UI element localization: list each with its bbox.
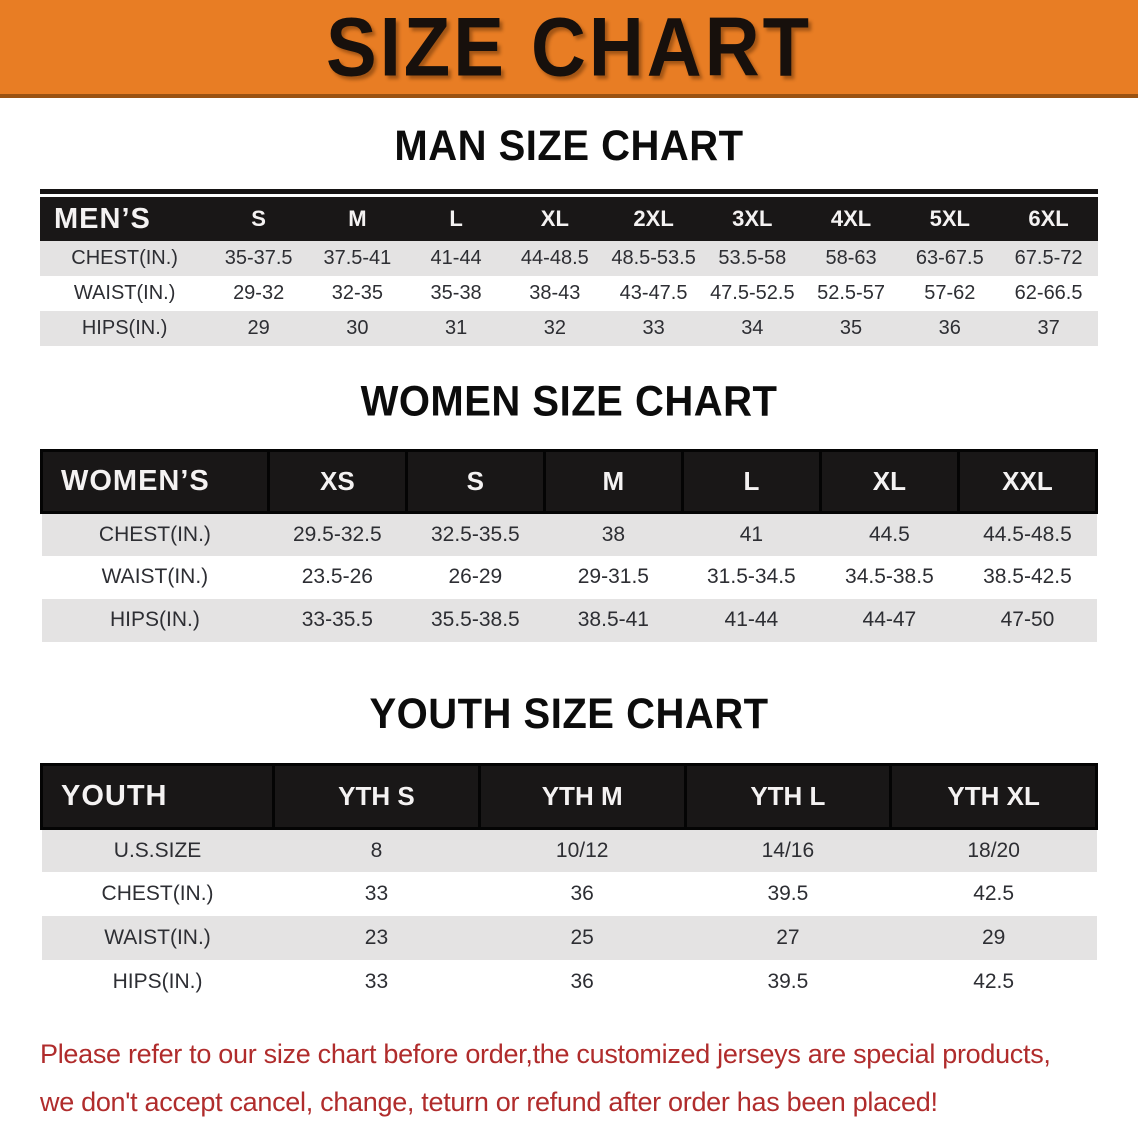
men-col-header: 2XL [604,197,703,241]
cell: 32 [505,311,604,346]
men-size-table [40,197,1098,346]
footer-note-line-1: Please refer to our size chart before order,the customized jerseys are special products, [40,1039,1051,1069]
cell: 29 [209,311,308,346]
cell: 48.5-53.5 [604,241,703,276]
cell: 44-47 [820,599,958,642]
cell: 29-31.5 [544,556,682,599]
women-col-header: XXL [958,451,1096,513]
row-label: HIPS(IN.) [42,599,269,642]
women-chest-row [42,513,1097,556]
women-waist-row [42,556,1097,599]
youth-col-header: YTH M [479,764,685,828]
cell: 44-48.5 [505,241,604,276]
men-chest-row [40,241,1098,276]
cell: 33 [274,872,480,916]
men-col-header: XL [505,197,604,241]
cell: 34 [703,311,802,346]
cell: 34.5-38.5 [820,556,958,599]
cell: 39.5 [685,960,891,1004]
footer-note [40,1030,1098,1126]
cell: 14/16 [685,828,891,872]
men-col-header: L [407,197,506,241]
cell: 58-63 [802,241,901,276]
page-title: SIZE CHART [326,0,812,94]
women-col-header: XS [268,451,406,513]
cell: 63-67.5 [900,241,999,276]
cell: 36 [900,311,999,346]
cell: 8 [274,828,480,872]
cell: 36 [479,960,685,1004]
cell: 33-35.5 [268,599,406,642]
cell: 42.5 [891,960,1097,1004]
youth-ussize-row [42,828,1097,872]
cell: 29.5-32.5 [268,513,406,556]
cell: 52.5-57 [802,276,901,311]
youth-waist-row [42,916,1097,960]
men-col-header: 5XL [900,197,999,241]
cell: 38.5-41 [544,599,682,642]
women-header-row [42,451,1097,513]
cell: 37 [999,311,1098,346]
women-col-header: M [544,451,682,513]
women-section-heading: WOMEN SIZE CHART [360,378,778,426]
cell: 10/12 [479,828,685,872]
women-col-header: XL [820,451,958,513]
row-label: HIPS(IN.) [40,311,209,346]
cell: 39.5 [685,872,891,916]
cell: 41-44 [682,599,820,642]
cell: 38.5-42.5 [958,556,1096,599]
women-table-title: WOMEN’S [42,451,269,513]
cell: 25 [479,916,685,960]
cell: 57-62 [900,276,999,311]
cell: 32.5-35.5 [406,513,544,556]
row-label: CHEST(IN.) [42,872,274,916]
cell: 33 [274,960,480,1004]
cell: 47-50 [958,599,1096,642]
cell: 38-43 [505,276,604,311]
cell: 35-37.5 [209,241,308,276]
men-hips-row [40,311,1098,346]
row-label: WAIST(IN.) [40,276,209,311]
cell: 33 [604,311,703,346]
cell: 67.5-72 [999,241,1098,276]
cell: 44.5 [820,513,958,556]
cell: 41-44 [407,241,506,276]
men-table-topline [40,189,1098,194]
cell: 23 [274,916,480,960]
row-label: CHEST(IN.) [40,241,209,276]
youth-header-row [42,764,1097,828]
cell: 43-47.5 [604,276,703,311]
cell: 29-32 [209,276,308,311]
cell: 32-35 [308,276,407,311]
women-col-header: L [682,451,820,513]
men-header-row [40,197,1098,241]
cell: 35 [802,311,901,346]
row-label: WAIST(IN.) [42,916,274,960]
row-label: WAIST(IN.) [42,556,269,599]
cell: 29 [891,916,1097,960]
women-hips-row [42,599,1097,642]
youth-col-header: YTH XL [891,764,1097,828]
row-label: HIPS(IN.) [42,960,274,1004]
men-col-header: 4XL [802,197,901,241]
men-waist-row [40,276,1098,311]
cell: 53.5-58 [703,241,802,276]
cell: 31.5-34.5 [682,556,820,599]
youth-table-title: YOUTH [42,764,274,828]
men-col-header: S [209,197,308,241]
row-label: U.S.SIZE [42,828,274,872]
women-col-header: S [406,451,544,513]
youth-chest-row [42,872,1097,916]
youth-size-table [40,763,1098,1005]
cell: 42.5 [891,872,1097,916]
women-size-table [40,449,1098,642]
cell: 44.5-48.5 [958,513,1096,556]
banner [0,0,1138,98]
cell: 35-38 [407,276,506,311]
cell: 47.5-52.5 [703,276,802,311]
men-col-header: M [308,197,407,241]
youth-hips-row [42,960,1097,1004]
cell: 31 [407,311,506,346]
cell: 23.5-26 [268,556,406,599]
cell: 30 [308,311,407,346]
row-label: CHEST(IN.) [42,513,269,556]
men-section-heading: MAN SIZE CHART [394,122,744,170]
cell: 41 [682,513,820,556]
youth-col-header: YTH L [685,764,891,828]
cell: 18/20 [891,828,1097,872]
cell: 38 [544,513,682,556]
men-col-header: 6XL [999,197,1098,241]
youth-section-heading: YOUTH SIZE CHART [369,690,769,737]
cell: 36 [479,872,685,916]
cell: 35.5-38.5 [406,599,544,642]
cell: 26-29 [406,556,544,599]
men-col-header: 3XL [703,197,802,241]
cell: 27 [685,916,891,960]
cell: 62-66.5 [999,276,1098,311]
footer-note-line-2: we don't accept cancel, change, teturn or refund after order has been placed! [40,1087,938,1117]
youth-col-header: YTH S [274,764,480,828]
men-table-title: MEN’S [40,197,209,241]
cell: 37.5-41 [308,241,407,276]
